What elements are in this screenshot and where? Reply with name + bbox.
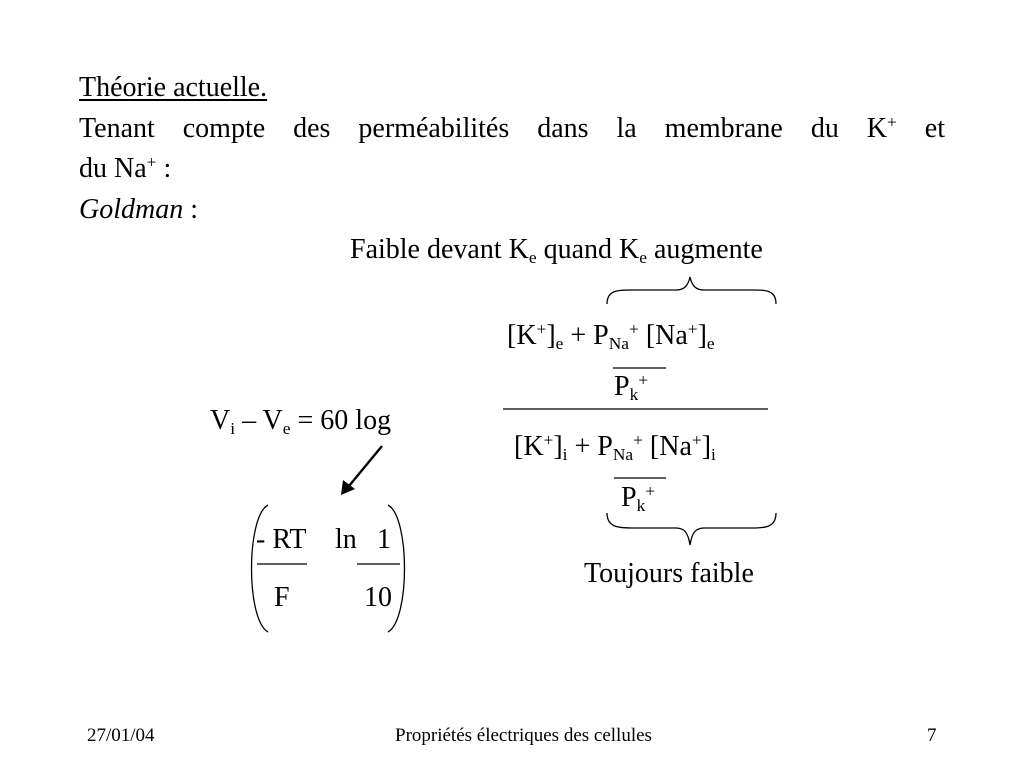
- bottom-brace: [607, 513, 776, 545]
- top-brace: [607, 277, 776, 304]
- intro-line-1: Tenant compte des perméabilités dans la membrane du K+ et: [79, 112, 945, 144]
- denominator-expression: $[K^+]_i + P_{Na}^+$ $[Na^+]_i$: [514, 430, 716, 464]
- factor-ln: ln: [335, 524, 357, 555]
- goldman-label: Goldman :: [79, 194, 199, 225]
- right-paren: [388, 505, 405, 632]
- footer-date: 27/01/04: [87, 725, 155, 746]
- numerator-pk: $P_k^+$: [614, 370, 649, 404]
- factor-f: F: [274, 582, 290, 613]
- factor-one: 1: [377, 524, 391, 555]
- left-paren: [252, 505, 269, 632]
- intro-line-2: du Na+ :: [79, 152, 172, 184]
- annotation-bottom: Toujours faible: [584, 558, 754, 589]
- pointer-arrow: [341, 446, 382, 495]
- numerator-expression: $[K^+]_e + P_{Na}^+$ $[Na^+]_e$: [507, 319, 715, 353]
- equation-lhs: $V_i - V_e = 60$ log: [210, 405, 392, 438]
- denominator-pk: $P_k^+$: [621, 481, 656, 515]
- footer-page-number: 7: [927, 725, 937, 746]
- footer-title: Propriétés électriques des cellules: [395, 725, 652, 746]
- factor-ten: 10: [364, 582, 392, 613]
- slide-heading: Théorie actuelle.: [79, 72, 268, 103]
- annotation-top: Faible devant $K_e$ quand $K_e$ augmente: [350, 234, 763, 267]
- factor-minus-rt: - RT: [256, 524, 307, 555]
